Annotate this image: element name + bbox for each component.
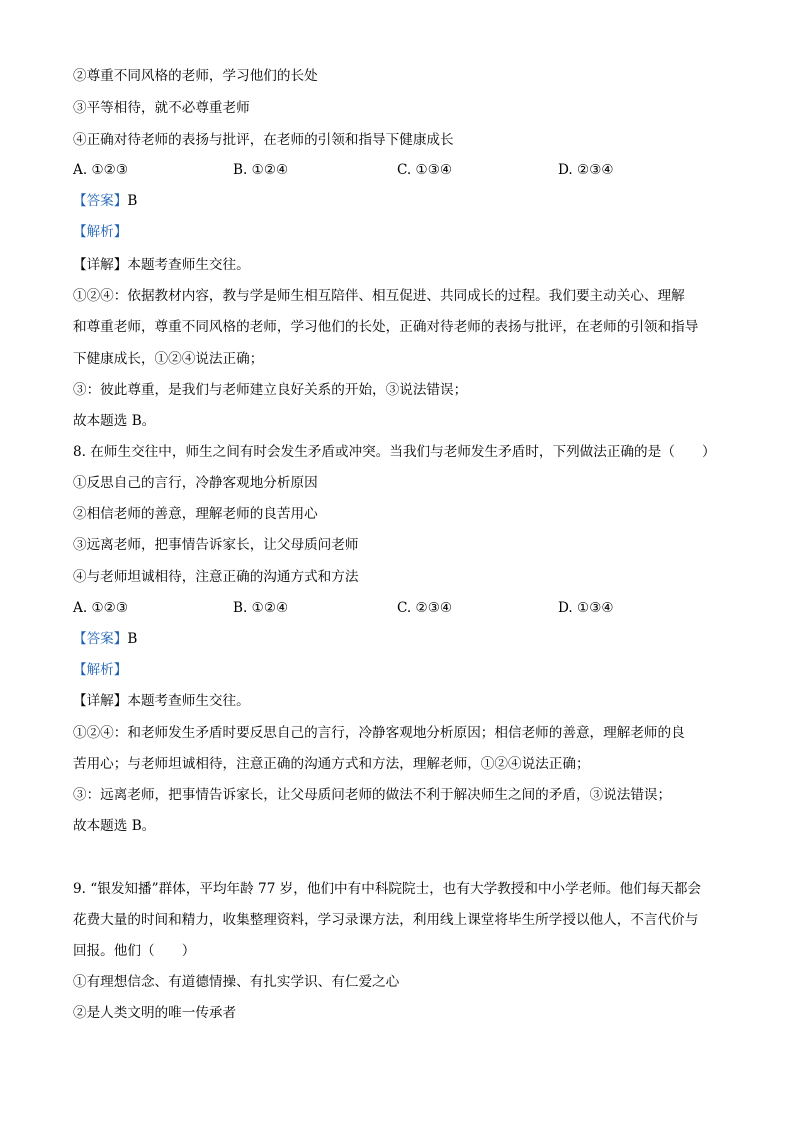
- answer-value: B: [127, 631, 138, 647]
- q7-conclusion: 故本题选 B。: [73, 413, 156, 429]
- q7-answer: [73, 192, 137, 210]
- q8-detail: 【详解】本题考查师生交往。: [73, 693, 250, 709]
- q7-choice-a: A. ①②③: [73, 162, 129, 178]
- q7-choice-b: B. ①②④: [233, 162, 289, 178]
- q8-explanation-line-3: ③：远离老师，把事情告诉家长，让父母质问老师的做法不利于解决师生之间的矛盾，③说法错误；: [73, 787, 672, 803]
- q7-option-item-4: ④正确对待老师的表扬与批评，在老师的引领和指导下健康成长: [73, 132, 454, 148]
- q9-stem-line-3: 回报。他们（ ）: [73, 943, 196, 959]
- answer-value: B: [127, 193, 138, 209]
- q8-answer: [73, 630, 137, 648]
- q8-choice-a: A. ①②③: [73, 600, 129, 616]
- q7-explanation-line-2: 和尊重老师，尊重不同风格的老师，学习他们的长处，正确对待老师的表扬与批评，在老师的引领和指导: [73, 319, 699, 335]
- q8-explanation-line-1: ①②④：和老师发生矛盾时要反思自己的言行，冷静客观地分析原因；相信老师的善意，理解老师的良: [73, 725, 685, 741]
- q7-choice-d: D. ②③④: [558, 162, 614, 178]
- q7-explanation-line-1: ①②④：依据教材内容，教与学是师生相互陪伴、相互促进、共同成长的过程。我们要主动关心、理解: [73, 288, 685, 304]
- q8-option-item-1: ①反思自己的言行，冷静客观地分析原因: [73, 475, 318, 491]
- q8-analysis-label: 【解析】: [73, 662, 128, 678]
- q8-option-item-3: ③远离老师，把事情告诉家长，让父母质问老师: [73, 537, 359, 553]
- q7-explanation-line-3: 下健康成长，①②④说法正确；: [73, 351, 264, 367]
- q8-option-item-2: ②相信老师的善意，理解老师的良苦用心: [73, 506, 318, 522]
- q8-explanation-line-2: 苦用心；与老师坦诚相待，注意正确的沟通方式和方法，理解老师，①②④说法正确；: [73, 756, 590, 772]
- q9-stem-line-1: 9. “银发知播”群体，平均年龄 77 岁，他们中有中科院院士，也有大学教授和中小学老师。他们每天都会: [73, 881, 702, 897]
- q9-option-item-1: ①有理想信念、有道德情操、有扎实学识、有仁爱之心: [73, 974, 400, 990]
- q8-stem: 8. 在师生交往中，师生之间有时会发生矛盾或冲突。当我们与老师发生矛盾时，下列做法正确的是（ ）: [73, 444, 716, 460]
- q7-option-item-3: ③平等相待，就不必尊重老师: [73, 100, 250, 116]
- q8-choice-c: C. ②③④: [397, 600, 453, 616]
- q7-option-item-2: ②尊重不同风格的老师，学习他们的长处: [73, 68, 318, 84]
- q8-conclusion: 故本题选 B。: [73, 818, 156, 834]
- q8-choices: [73, 599, 773, 617]
- q7-analysis-label: 【解析】: [73, 224, 128, 240]
- q8-option-item-4: ④与老师坦诚相待，注意正确的沟通方式和方法: [73, 569, 359, 585]
- q7-detail: 【详解】本题考查师生交往。: [73, 257, 250, 273]
- q7-explanation-line-4: ③：彼此尊重，是我们与老师建立良好关系的开始，③说法错误；: [73, 382, 468, 398]
- answer-label: 【答案】: [73, 631, 128, 647]
- q8-choice-d: D. ①③④: [558, 600, 614, 616]
- q9-option-item-2: ②是人类文明的唯一传承者: [73, 1005, 237, 1021]
- q7-choices: [73, 161, 773, 179]
- q9-stem-line-2: 花费大量的时间和精力，收集整理资料，学习录课方法，利用线上课堂将毕生所学授以他人，不言代价与: [73, 912, 699, 928]
- answer-label: 【答案】: [73, 193, 128, 209]
- q7-choice-c: C. ①③④: [397, 162, 453, 178]
- q8-choice-b: B. ①②④: [233, 600, 289, 616]
